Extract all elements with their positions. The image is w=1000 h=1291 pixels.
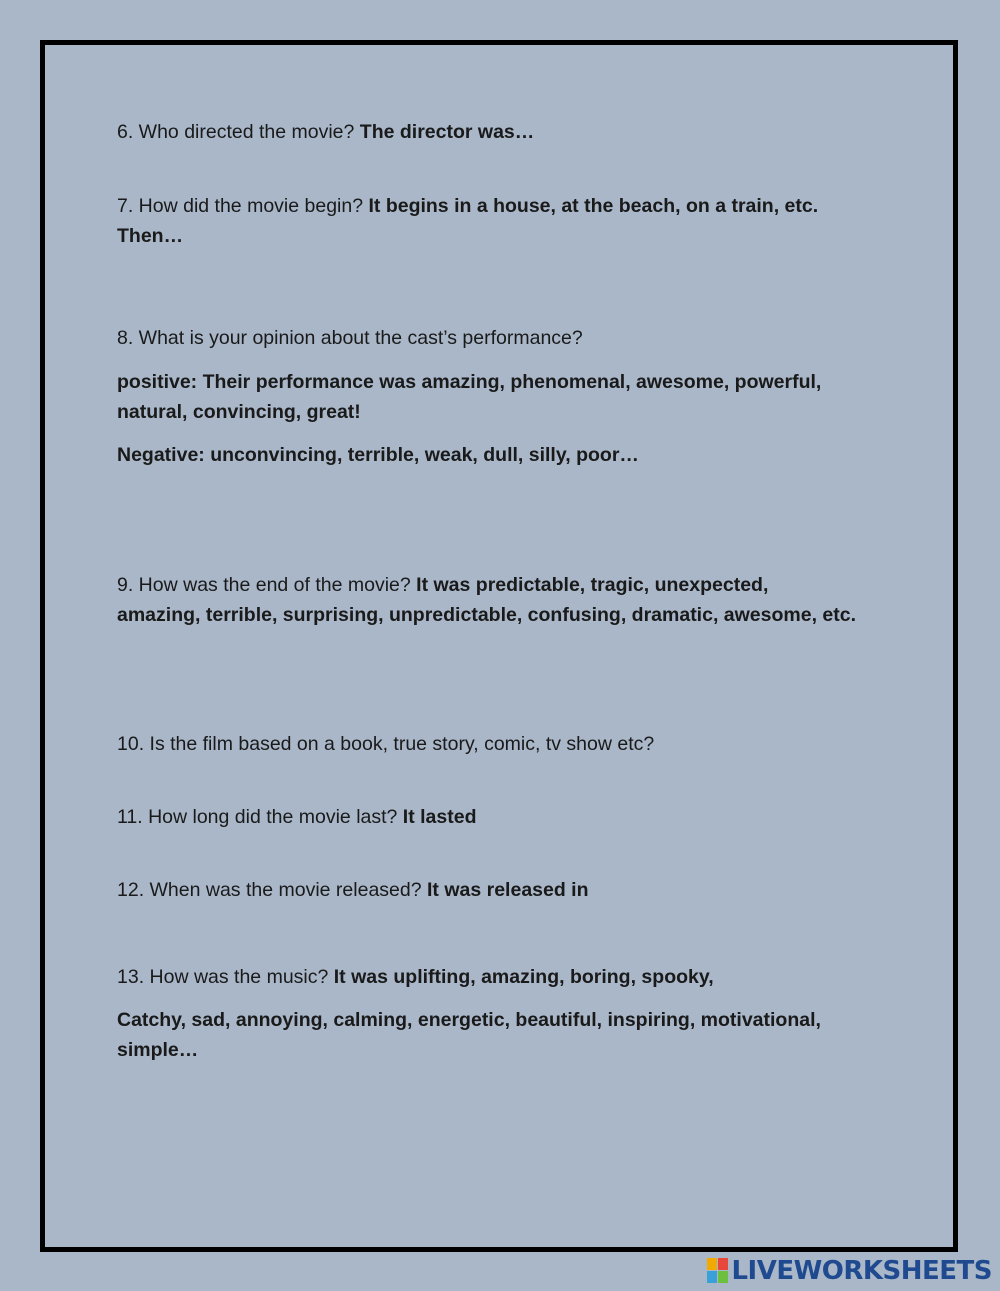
question-12-prompt: 12. When was the movie released?: [117, 879, 428, 901]
question-12-answer: It was released in: [427, 879, 589, 901]
question-13-answer-cont: Catchy, sad, annoying, calming, energetic, beautiful, inspiring, motivational,: [117, 1009, 821, 1031]
question-11-answer: It lasted: [402, 806, 477, 828]
question-9: [117, 570, 768, 600]
liveworksheets-logo[interactable]: [707, 1255, 992, 1287]
question-7-answer: It begins in a house, at the beach, on a train, etc.: [368, 195, 819, 217]
question-9-answer: It was predictable, tragic, unexpected,: [416, 574, 769, 596]
question-6: [117, 117, 534, 147]
question-7: [117, 191, 818, 221]
question-10-prompt: 10. Is the film based on a book, true story, comic, tv show etc?: [117, 733, 655, 755]
liveworksheets-logo-text: LIVEWORKSHEETS: [731, 1256, 992, 1286]
question-6-answer: The director was…: [359, 121, 535, 143]
question-11-prompt: 11. How long did the movie last?: [117, 806, 403, 828]
question-8-positive-cont: natural, convincing, great!: [117, 401, 361, 423]
question-9-prompt: 9. How was the end of the movie?: [117, 574, 417, 596]
question-13-prompt: 13. How was the music?: [117, 966, 334, 988]
question-13-answer-cont-2: simple…: [117, 1039, 199, 1061]
question-13: [117, 962, 714, 992]
question-8-prompt: 8. What is your opinion about the cast’s performance?: [117, 327, 583, 349]
question-7-prompt: 7. How did the movie begin?: [117, 195, 369, 217]
question-6-prompt: 6. Who directed the movie?: [117, 121, 360, 143]
question-11: [117, 802, 476, 832]
question-13-answer: It was uplifting, amazing, boring, spooky,: [333, 966, 714, 988]
question-7-answer-cont: Then…: [117, 225, 184, 247]
question-8-positive: positive: Their performance was amazing, phenomenal, awesome, powerful,: [117, 371, 822, 393]
question-8-negative: Negative: unconvincing, terrible, weak, dull, silly, poor…: [117, 444, 639, 466]
question-12: [117, 875, 589, 905]
question-9-answer-cont: amazing, terrible, surprising, unpredictable, confusing, dramatic, awesome, etc.: [117, 604, 857, 626]
liveworksheets-logo-icon: [707, 1258, 729, 1284]
